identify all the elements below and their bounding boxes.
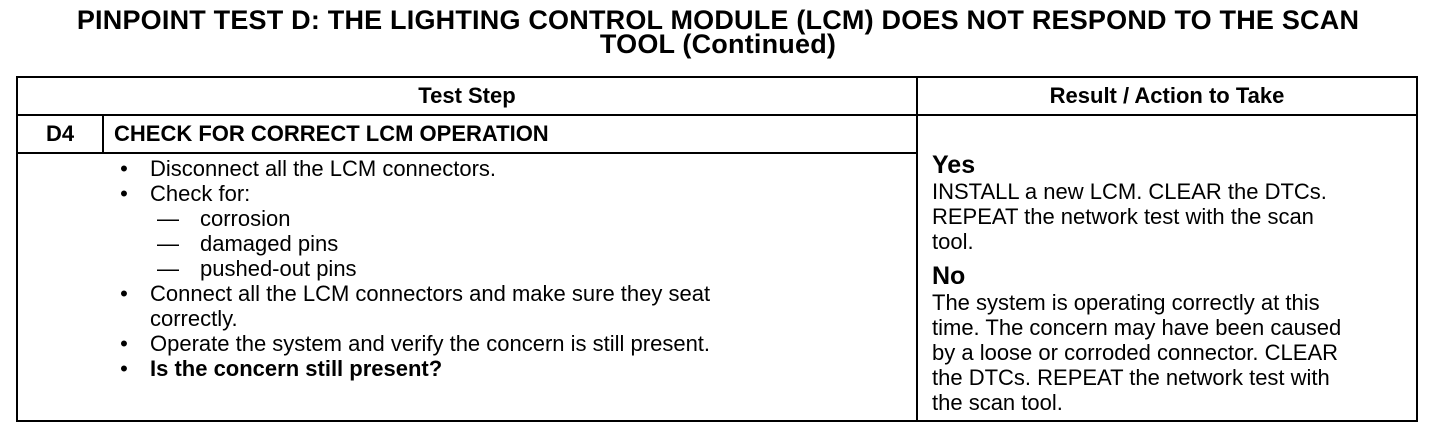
dash-icon: — (157, 256, 179, 281)
result-line: time. The concern may have been caused (932, 315, 1342, 340)
result-yes (932, 152, 1412, 254)
step-title-divider (18, 152, 916, 154)
instruction-text: damaged pins (200, 231, 339, 256)
title-line-1: PINPOINT TEST D: THE LIGHTING CONTROL MODULE (LCM) DOES NOT RESPOND TO THE SCAN (76, 5, 1360, 35)
instruction-text: Disconnect all the LCM connectors. (150, 156, 497, 181)
instruction-text: Connect all the LCM connectors and make sure they seat (150, 281, 711, 306)
instruction-text: Is the concern still present? (150, 356, 443, 381)
no-action (932, 290, 1412, 415)
document-title (18, 5, 1418, 59)
instruction-text: Check for: (150, 181, 251, 206)
result-header: Result / Action to Take (1049, 83, 1285, 108)
instruction-text: pushed-out pins (200, 256, 357, 281)
result-line: The system is operating correctly at this (932, 290, 1320, 315)
result-no (932, 263, 1412, 415)
instruction-text: Operate the system and verify the concern is still present. (150, 331, 711, 356)
result-line: by a loose or corroded connector. CLEAR (932, 340, 1339, 365)
instruction-text: corrosion (200, 206, 291, 231)
dash-icon: — (157, 206, 179, 231)
no-label: No (932, 262, 966, 290)
result-line: the DTCs. REPEAT the network test with (932, 365, 1330, 390)
bullet-icon: • (120, 181, 128, 206)
result-line: the scan tool. (932, 390, 1063, 415)
bullet-icon: • (120, 156, 128, 181)
bullet-icon: • (120, 356, 128, 381)
dash-icon: — (157, 231, 179, 256)
bullet-icon: • (120, 331, 128, 356)
instruction-text: correctly. (150, 306, 238, 331)
step-title: CHECK FOR CORRECT LCM OPERATION (114, 121, 549, 146)
bullet-icon: • (120, 281, 128, 306)
yes-label: Yes (932, 151, 976, 179)
step-id-divider (102, 116, 104, 152)
result-line: INSTALL a new LCM. CLEAR the DTCs. (932, 179, 1327, 204)
title-line-2: TOOL (Continued) (599, 29, 837, 59)
pinpoint-test-table (16, 76, 1418, 422)
test-step-header: Test Step (418, 83, 516, 108)
step-id: D4 (45, 121, 75, 146)
column-divider (916, 78, 918, 420)
result-line: tool. (932, 229, 974, 254)
result-line: REPEAT the network test with the scan (932, 204, 1314, 229)
yes-action (932, 179, 1412, 254)
